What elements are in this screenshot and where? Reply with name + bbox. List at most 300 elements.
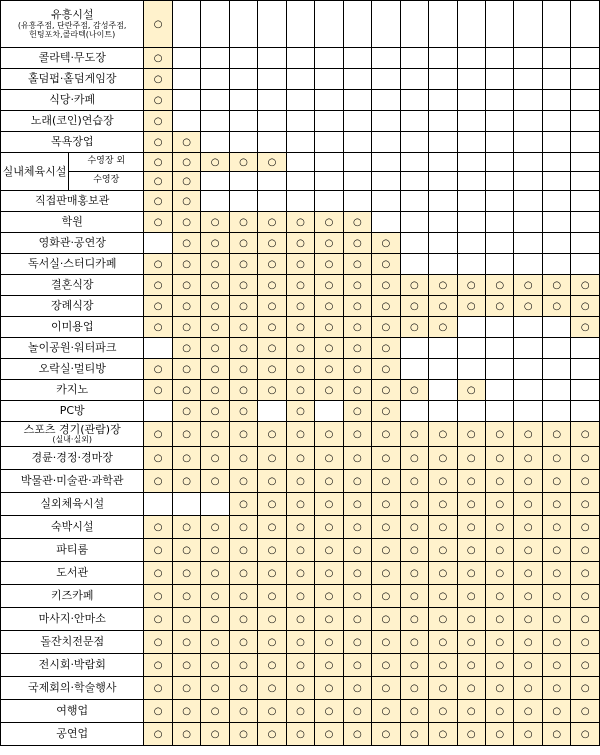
circle-mark: ○ bbox=[381, 384, 391, 396]
empty-cell bbox=[201, 111, 229, 132]
marked-cell bbox=[286, 470, 314, 493]
circle-mark: ○ bbox=[296, 279, 305, 291]
circle-mark: ○ bbox=[210, 728, 220, 740]
circle-mark: ○ bbox=[580, 682, 590, 694]
circle-mark: ○ bbox=[495, 498, 505, 510]
empty-cell bbox=[258, 172, 286, 191]
marked-cell bbox=[372, 338, 400, 359]
circle-mark: ○ bbox=[495, 659, 505, 671]
marked-cell bbox=[400, 317, 428, 338]
marked-cell bbox=[229, 700, 257, 723]
marked-cell bbox=[315, 338, 343, 359]
circle-mark: ○ bbox=[182, 682, 191, 694]
empty-cell bbox=[486, 212, 514, 233]
empty-cell bbox=[429, 359, 457, 380]
marked-cell bbox=[400, 447, 428, 470]
category-name: 영화관·공연장 bbox=[38, 236, 106, 250]
circle-mark: ○ bbox=[409, 659, 419, 671]
circle-mark: ○ bbox=[182, 544, 191, 556]
empty-cell bbox=[229, 111, 257, 132]
circle-mark: ○ bbox=[182, 279, 191, 291]
category-label bbox=[1, 1, 144, 48]
marked-cell bbox=[372, 700, 400, 723]
circle-mark: ○ bbox=[267, 452, 277, 464]
circle-mark: ○ bbox=[153, 258, 163, 270]
empty-cell bbox=[486, 317, 514, 338]
circle-mark: ○ bbox=[523, 521, 533, 533]
marked-cell bbox=[144, 359, 172, 380]
category-name: 전시회·박람회 bbox=[38, 658, 106, 672]
empty-cell bbox=[429, 90, 457, 111]
circle-mark: ○ bbox=[153, 728, 163, 740]
empty-cell bbox=[514, 90, 542, 111]
circle-mark: ○ bbox=[239, 659, 248, 671]
marked-cell bbox=[486, 296, 514, 317]
marked-cell bbox=[372, 380, 400, 401]
table-row bbox=[1, 493, 600, 516]
marked-cell bbox=[400, 493, 428, 516]
circle-mark: ○ bbox=[523, 728, 533, 740]
circle-mark: ○ bbox=[466, 521, 476, 533]
table-row bbox=[1, 1, 600, 48]
circle-mark: ○ bbox=[267, 636, 277, 648]
circle-mark: ○ bbox=[267, 258, 277, 270]
circle-mark: ○ bbox=[210, 567, 220, 579]
circle-mark: ○ bbox=[296, 682, 305, 694]
marked-cell bbox=[457, 470, 485, 493]
empty-cell bbox=[571, 233, 600, 254]
empty-cell bbox=[258, 1, 286, 48]
category-name: 장례식장 bbox=[50, 299, 94, 313]
empty-cell bbox=[400, 153, 428, 172]
circle-mark: ○ bbox=[409, 452, 419, 464]
empty-cell bbox=[486, 338, 514, 359]
category-name: 여행업 bbox=[56, 704, 89, 718]
circle-mark: ○ bbox=[353, 682, 362, 694]
empty-cell bbox=[542, 317, 570, 338]
circle-mark: ○ bbox=[153, 475, 163, 487]
empty-cell bbox=[400, 1, 428, 48]
circle-mark: ○ bbox=[324, 682, 334, 694]
marked-cell bbox=[172, 132, 200, 153]
empty-cell bbox=[486, 1, 514, 48]
empty-cell bbox=[429, 401, 457, 422]
circle-mark: ○ bbox=[353, 279, 362, 291]
marked-cell bbox=[201, 317, 229, 338]
marked-cell bbox=[457, 539, 485, 562]
marked-cell bbox=[571, 677, 600, 700]
marked-cell bbox=[372, 422, 400, 447]
marked-cell bbox=[315, 493, 343, 516]
circle-mark: ○ bbox=[239, 384, 248, 396]
circle-mark: ○ bbox=[153, 321, 163, 333]
empty-cell bbox=[286, 69, 314, 90]
empty-cell bbox=[343, 191, 371, 212]
circle-mark: ○ bbox=[523, 498, 533, 510]
category-label bbox=[1, 654, 144, 677]
category-name: 파티룸 bbox=[56, 543, 89, 557]
marked-cell bbox=[172, 401, 200, 422]
marked-cell bbox=[258, 562, 286, 585]
marked-cell bbox=[144, 562, 172, 585]
category-label bbox=[1, 132, 144, 153]
marked-cell bbox=[172, 723, 200, 746]
circle-mark: ○ bbox=[267, 521, 277, 533]
circle-mark: ○ bbox=[267, 544, 277, 556]
marked-cell bbox=[429, 516, 457, 539]
category-name: 유흥시설 bbox=[50, 8, 94, 22]
circle-mark: ○ bbox=[239, 475, 248, 487]
empty-cell bbox=[486, 254, 514, 275]
marked-cell bbox=[201, 654, 229, 677]
empty-cell bbox=[172, 90, 200, 111]
marked-cell bbox=[172, 585, 200, 608]
empty-cell bbox=[571, 172, 600, 191]
empty-cell bbox=[400, 90, 428, 111]
circle-mark: ○ bbox=[523, 613, 533, 625]
empty-cell bbox=[542, 191, 570, 212]
marked-cell bbox=[229, 470, 257, 493]
empty-cell bbox=[372, 191, 400, 212]
circle-mark: ○ bbox=[324, 728, 334, 740]
circle-mark: ○ bbox=[182, 521, 191, 533]
marked-cell bbox=[514, 700, 542, 723]
table-row bbox=[1, 132, 600, 153]
empty-cell bbox=[542, 111, 570, 132]
circle-mark: ○ bbox=[552, 636, 562, 648]
marked-cell bbox=[457, 380, 485, 401]
table-row bbox=[1, 723, 600, 746]
circle-mark: ○ bbox=[353, 567, 362, 579]
marked-cell bbox=[571, 654, 600, 677]
circle-mark: ○ bbox=[580, 321, 590, 333]
circle-mark: ○ bbox=[267, 363, 277, 375]
empty-cell bbox=[514, 338, 542, 359]
circle-mark: ○ bbox=[438, 475, 448, 487]
marked-cell bbox=[514, 493, 542, 516]
circle-mark: ○ bbox=[580, 590, 590, 602]
marked-cell bbox=[542, 723, 570, 746]
empty-cell bbox=[514, 132, 542, 153]
marked-cell bbox=[172, 677, 200, 700]
empty-cell bbox=[571, 69, 600, 90]
circle-mark: ○ bbox=[438, 544, 448, 556]
marked-cell bbox=[486, 677, 514, 700]
circle-mark: ○ bbox=[239, 498, 248, 510]
category-name: 홀덤펍·홀덤게임장 bbox=[27, 72, 117, 86]
table-row bbox=[1, 516, 600, 539]
circle-mark: ○ bbox=[296, 363, 305, 375]
marked-cell bbox=[400, 677, 428, 700]
empty-cell bbox=[457, 153, 485, 172]
circle-mark: ○ bbox=[153, 682, 163, 694]
marked-cell bbox=[571, 275, 600, 296]
circle-mark: ○ bbox=[153, 300, 163, 312]
marked-cell bbox=[571, 700, 600, 723]
marked-cell bbox=[343, 608, 371, 631]
marked-cell bbox=[229, 359, 257, 380]
empty-cell bbox=[429, 69, 457, 90]
marked-cell bbox=[315, 380, 343, 401]
marked-cell bbox=[457, 562, 485, 585]
circle-mark: ○ bbox=[267, 384, 277, 396]
group-label: 실내체육시설 bbox=[1, 153, 69, 191]
category-name: 카지노 bbox=[56, 383, 89, 397]
marked-cell bbox=[343, 212, 371, 233]
circle-mark: ○ bbox=[210, 321, 220, 333]
marked-cell bbox=[258, 585, 286, 608]
circle-mark: ○ bbox=[239, 342, 248, 354]
marked-cell bbox=[258, 338, 286, 359]
marked-cell bbox=[201, 338, 229, 359]
empty-cell bbox=[514, 380, 542, 401]
marked-cell bbox=[343, 539, 371, 562]
marked-cell bbox=[343, 677, 371, 700]
marked-cell bbox=[400, 608, 428, 631]
circle-mark: ○ bbox=[353, 613, 362, 625]
circle-mark: ○ bbox=[580, 636, 590, 648]
circle-mark: ○ bbox=[153, 175, 163, 187]
table-row bbox=[1, 539, 600, 562]
empty-cell bbox=[286, 153, 314, 172]
marked-cell bbox=[343, 585, 371, 608]
marked-cell bbox=[343, 723, 371, 746]
circle-mark: ○ bbox=[267, 705, 277, 717]
marked-cell bbox=[258, 422, 286, 447]
category-name: 수영장 bbox=[93, 175, 120, 186]
circle-mark: ○ bbox=[296, 590, 305, 602]
circle-mark: ○ bbox=[324, 659, 334, 671]
circle-mark: ○ bbox=[182, 613, 191, 625]
empty-cell bbox=[315, 48, 343, 69]
marked-cell bbox=[486, 470, 514, 493]
marked-cell bbox=[172, 562, 200, 585]
category-label bbox=[1, 233, 144, 254]
circle-mark: ○ bbox=[210, 363, 220, 375]
empty-cell bbox=[514, 233, 542, 254]
empty-cell bbox=[372, 172, 400, 191]
table-row bbox=[1, 111, 600, 132]
circle-mark: ○ bbox=[267, 300, 277, 312]
category-label bbox=[1, 700, 144, 723]
table-row bbox=[1, 254, 600, 275]
category-label bbox=[1, 275, 144, 296]
circle-mark: ○ bbox=[580, 613, 590, 625]
circle-mark: ○ bbox=[438, 321, 448, 333]
marked-cell bbox=[372, 254, 400, 275]
marked-cell bbox=[429, 296, 457, 317]
circle-mark: ○ bbox=[324, 300, 334, 312]
marked-cell bbox=[372, 447, 400, 470]
circle-mark: ○ bbox=[495, 300, 505, 312]
marked-cell bbox=[201, 275, 229, 296]
marked-cell bbox=[258, 470, 286, 493]
circle-mark: ○ bbox=[438, 659, 448, 671]
circle-mark: ○ bbox=[239, 705, 248, 717]
category-name: 놀이공원·워터파크 bbox=[27, 341, 117, 355]
circle-mark: ○ bbox=[182, 475, 191, 487]
marked-cell bbox=[343, 562, 371, 585]
marked-cell bbox=[486, 539, 514, 562]
empty-cell bbox=[571, 338, 600, 359]
circle-mark: ○ bbox=[381, 321, 391, 333]
circle-mark: ○ bbox=[552, 544, 562, 556]
marked-cell bbox=[400, 422, 428, 447]
circle-mark: ○ bbox=[466, 384, 476, 396]
circle-mark: ○ bbox=[296, 384, 305, 396]
table-row bbox=[1, 447, 600, 470]
table-row bbox=[1, 48, 600, 69]
empty-cell bbox=[172, 48, 200, 69]
empty-cell bbox=[144, 401, 172, 422]
empty-cell bbox=[201, 172, 229, 191]
empty-cell bbox=[144, 233, 172, 254]
empty-cell bbox=[514, 317, 542, 338]
circle-mark: ○ bbox=[438, 279, 448, 291]
empty-cell bbox=[315, 191, 343, 212]
marked-cell bbox=[514, 585, 542, 608]
circle-mark: ○ bbox=[296, 342, 305, 354]
marked-cell bbox=[315, 562, 343, 585]
circle-mark: ○ bbox=[296, 636, 305, 648]
circle-mark: ○ bbox=[580, 498, 590, 510]
category-label bbox=[1, 422, 144, 447]
empty-cell bbox=[514, 191, 542, 212]
category-label bbox=[1, 608, 144, 631]
marked-cell bbox=[258, 608, 286, 631]
table-row bbox=[1, 470, 600, 493]
marked-cell bbox=[286, 677, 314, 700]
marked-cell bbox=[315, 254, 343, 275]
table-row bbox=[1, 296, 600, 317]
circle-mark: ○ bbox=[495, 590, 505, 602]
marked-cell bbox=[258, 212, 286, 233]
circle-mark: ○ bbox=[153, 195, 163, 207]
circle-mark: ○ bbox=[324, 705, 334, 717]
marked-cell bbox=[229, 539, 257, 562]
circle-mark: ○ bbox=[438, 636, 448, 648]
table-row bbox=[1, 380, 600, 401]
empty-cell bbox=[486, 48, 514, 69]
circle-mark: ○ bbox=[296, 705, 305, 717]
circle-mark: ○ bbox=[267, 428, 277, 440]
empty-cell bbox=[514, 254, 542, 275]
marked-cell bbox=[258, 539, 286, 562]
category-name: 마사지·안마소 bbox=[38, 612, 106, 626]
marked-cell bbox=[315, 422, 343, 447]
circle-mark: ○ bbox=[523, 279, 533, 291]
category-label bbox=[1, 338, 144, 359]
category-name: 국제회의·학술행사 bbox=[27, 681, 117, 695]
table-row bbox=[1, 401, 600, 422]
marked-cell bbox=[429, 539, 457, 562]
category-label bbox=[1, 254, 144, 275]
circle-mark: ○ bbox=[353, 452, 362, 464]
circle-mark: ○ bbox=[523, 567, 533, 579]
marked-cell bbox=[542, 608, 570, 631]
empty-cell bbox=[343, 132, 371, 153]
circle-mark: ○ bbox=[495, 521, 505, 533]
circle-mark: ○ bbox=[495, 452, 505, 464]
circle-mark: ○ bbox=[409, 428, 419, 440]
circle-mark: ○ bbox=[409, 567, 419, 579]
marked-cell bbox=[542, 493, 570, 516]
table-row bbox=[1, 90, 600, 111]
marked-cell bbox=[571, 631, 600, 654]
category-name: 독서실·스터디카페 bbox=[27, 257, 117, 271]
marked-cell bbox=[571, 516, 600, 539]
marked-cell bbox=[315, 233, 343, 254]
circle-mark: ○ bbox=[353, 237, 362, 249]
empty-cell bbox=[457, 69, 485, 90]
empty-cell bbox=[172, 493, 200, 516]
circle-mark: ○ bbox=[409, 705, 419, 717]
circle-mark: ○ bbox=[210, 300, 220, 312]
marked-cell bbox=[372, 275, 400, 296]
marked-cell bbox=[514, 631, 542, 654]
marked-cell bbox=[258, 380, 286, 401]
circle-mark: ○ bbox=[353, 498, 362, 510]
circle-mark: ○ bbox=[580, 567, 590, 579]
empty-cell bbox=[486, 401, 514, 422]
marked-cell bbox=[201, 539, 229, 562]
circle-mark: ○ bbox=[210, 705, 220, 717]
marked-cell bbox=[286, 380, 314, 401]
marked-cell bbox=[486, 700, 514, 723]
circle-mark: ○ bbox=[267, 498, 277, 510]
empty-cell bbox=[400, 111, 428, 132]
marked-cell bbox=[514, 447, 542, 470]
marked-cell bbox=[144, 700, 172, 723]
marked-cell bbox=[144, 90, 172, 111]
empty-cell bbox=[571, 1, 600, 48]
empty-cell bbox=[400, 191, 428, 212]
marked-cell bbox=[343, 233, 371, 254]
marked-cell bbox=[229, 380, 257, 401]
category-name: 키즈카페 bbox=[50, 589, 94, 603]
circle-mark: ○ bbox=[381, 498, 391, 510]
circle-mark: ○ bbox=[353, 300, 362, 312]
circle-mark: ○ bbox=[239, 567, 248, 579]
circle-mark: ○ bbox=[552, 728, 562, 740]
empty-cell bbox=[201, 493, 229, 516]
circle-mark: ○ bbox=[381, 258, 391, 270]
empty-cell bbox=[542, 1, 570, 48]
empty-cell bbox=[229, 90, 257, 111]
circle-mark: ○ bbox=[153, 136, 163, 148]
empty-cell bbox=[542, 380, 570, 401]
marked-cell bbox=[172, 700, 200, 723]
empty-cell bbox=[457, 317, 485, 338]
marked-cell bbox=[514, 562, 542, 585]
marked-cell bbox=[514, 654, 542, 677]
circle-mark: ○ bbox=[466, 705, 476, 717]
table-row bbox=[1, 233, 600, 254]
empty-cell bbox=[571, 380, 600, 401]
marked-cell bbox=[486, 562, 514, 585]
empty-cell bbox=[229, 132, 257, 153]
marked-cell bbox=[315, 585, 343, 608]
marked-cell bbox=[542, 700, 570, 723]
empty-cell bbox=[172, 69, 200, 90]
marked-cell bbox=[144, 296, 172, 317]
marked-cell bbox=[429, 562, 457, 585]
category-label bbox=[1, 470, 144, 493]
marked-cell bbox=[286, 275, 314, 296]
empty-cell bbox=[429, 132, 457, 153]
marked-cell bbox=[343, 359, 371, 380]
marked-cell bbox=[457, 631, 485, 654]
